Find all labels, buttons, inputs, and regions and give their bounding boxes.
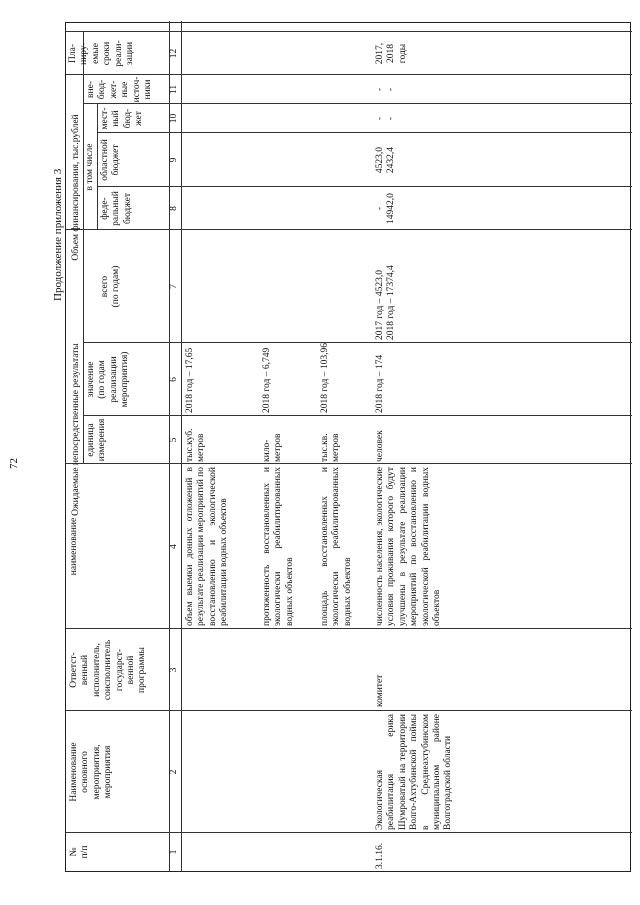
header-result-unit: единица измерения	[86, 418, 108, 462]
header-in-that: в том числе	[85, 143, 95, 191]
v-line-3	[66, 628, 632, 629]
header-main-event: Наименование основного мероприятия, мероприятия	[69, 742, 114, 802]
result-unit-area: тыс.кв. метров	[320, 433, 342, 462]
header-financing: Объем финансирования, тыс.рублей	[71, 114, 81, 261]
header-local: мест- ный бюд- жет	[100, 107, 145, 130]
result-unit-length: кило- метров	[262, 433, 284, 462]
item-federal: - 14942,0	[375, 193, 397, 224]
col-number: 10	[169, 113, 179, 124]
result-value-area: 2018 год – 103,96	[320, 343, 330, 413]
item-period: 2017, 2018 годы	[375, 42, 408, 65]
v-line-10	[83, 103, 632, 104]
item-local: - -	[375, 116, 397, 121]
continuation-caption: Продолжение приложения 3	[52, 168, 64, 301]
col-number: 12	[169, 48, 179, 59]
item-name: Экологическая реабилитация ерика Шумроватый на территории Волго-Ахтубинской поймы в Среднеахтубинском муниципальном районе Волгоградской области	[375, 714, 454, 830]
col-number: 9	[169, 157, 179, 163]
v-line-7	[66, 229, 632, 230]
item-regional: 4523,0 2432,4	[375, 146, 397, 174]
header-period: Пла- ниру- емые сроки реали- зации	[68, 40, 135, 67]
program-table	[65, 22, 631, 872]
header-federal: феде- ральный бюджет	[100, 191, 133, 226]
col-number: 2	[169, 769, 179, 775]
item-total: 2017 год – 4523,0 2018 год – 17374,4	[375, 265, 397, 340]
page-number: 72	[8, 458, 20, 469]
col-number: 1	[169, 849, 179, 855]
result-name-dredging: объем выемки донных отложений в результате реализации мероприятий по восстановлению и экологической реабилитации водных объектов	[185, 466, 230, 626]
header-total: всего (по годам)	[100, 265, 122, 308]
item-extra-budget: - -	[375, 87, 397, 92]
col-number: 3	[169, 667, 179, 673]
header-result-name: наименование	[69, 517, 79, 576]
result-value-length: 2018 год – 6,749	[262, 347, 272, 413]
header-num: № п/п	[69, 845, 91, 859]
h-line-colnums	[181, 21, 182, 871]
result-value-dredging: 2018 год – 17,65	[185, 347, 195, 413]
item-executor: комитет	[375, 674, 385, 707]
header-executor: Ответст- венный исполнитель, соисполнитель государст- венной программы	[69, 639, 148, 701]
v-line-12	[66, 31, 632, 32]
v-line-1	[66, 832, 632, 833]
item-result-value: 2018 год – 174	[375, 354, 385, 413]
item-result-unit: человек	[375, 430, 385, 462]
header-expected-results: Ожидаемые непосредственные результаты	[71, 343, 81, 516]
v-line-5	[83, 415, 632, 416]
col-number: 8	[169, 206, 179, 211]
h-line-results	[83, 32, 84, 464]
col-number: 4	[169, 544, 179, 549]
result-unit-dredging: тыс.куб. метров	[185, 428, 207, 462]
item-number: 3.1.16.	[375, 842, 385, 869]
v-line-2	[66, 710, 632, 711]
header-regional: областной бюджет	[100, 139, 122, 181]
col-number: 6	[169, 377, 179, 382]
col-number: 7	[169, 284, 179, 289]
result-name-length: протяженность восстановленных и экологически реабилитированных водных объектов	[262, 467, 295, 626]
header-extra-budget: вне- бюд- жет- ные источ- ники	[86, 76, 153, 103]
result-name-area: площадь восстановленных и экологически реабилитированных водных объектов	[320, 467, 353, 626]
header-result-value: значение (по годам реализации мероприятия)	[86, 351, 131, 408]
v-line-4	[66, 463, 632, 464]
h-line-in-that	[97, 104, 98, 230]
item-result-name: численность населения, экологические условия проживания которого будут улучшены в результате реализации мероприятий по восстановлению и экологической реабилитации водных объектов	[375, 467, 442, 626]
col-number: 11	[169, 84, 179, 95]
v-line-6	[83, 342, 632, 343]
col-number: 5	[169, 437, 179, 443]
